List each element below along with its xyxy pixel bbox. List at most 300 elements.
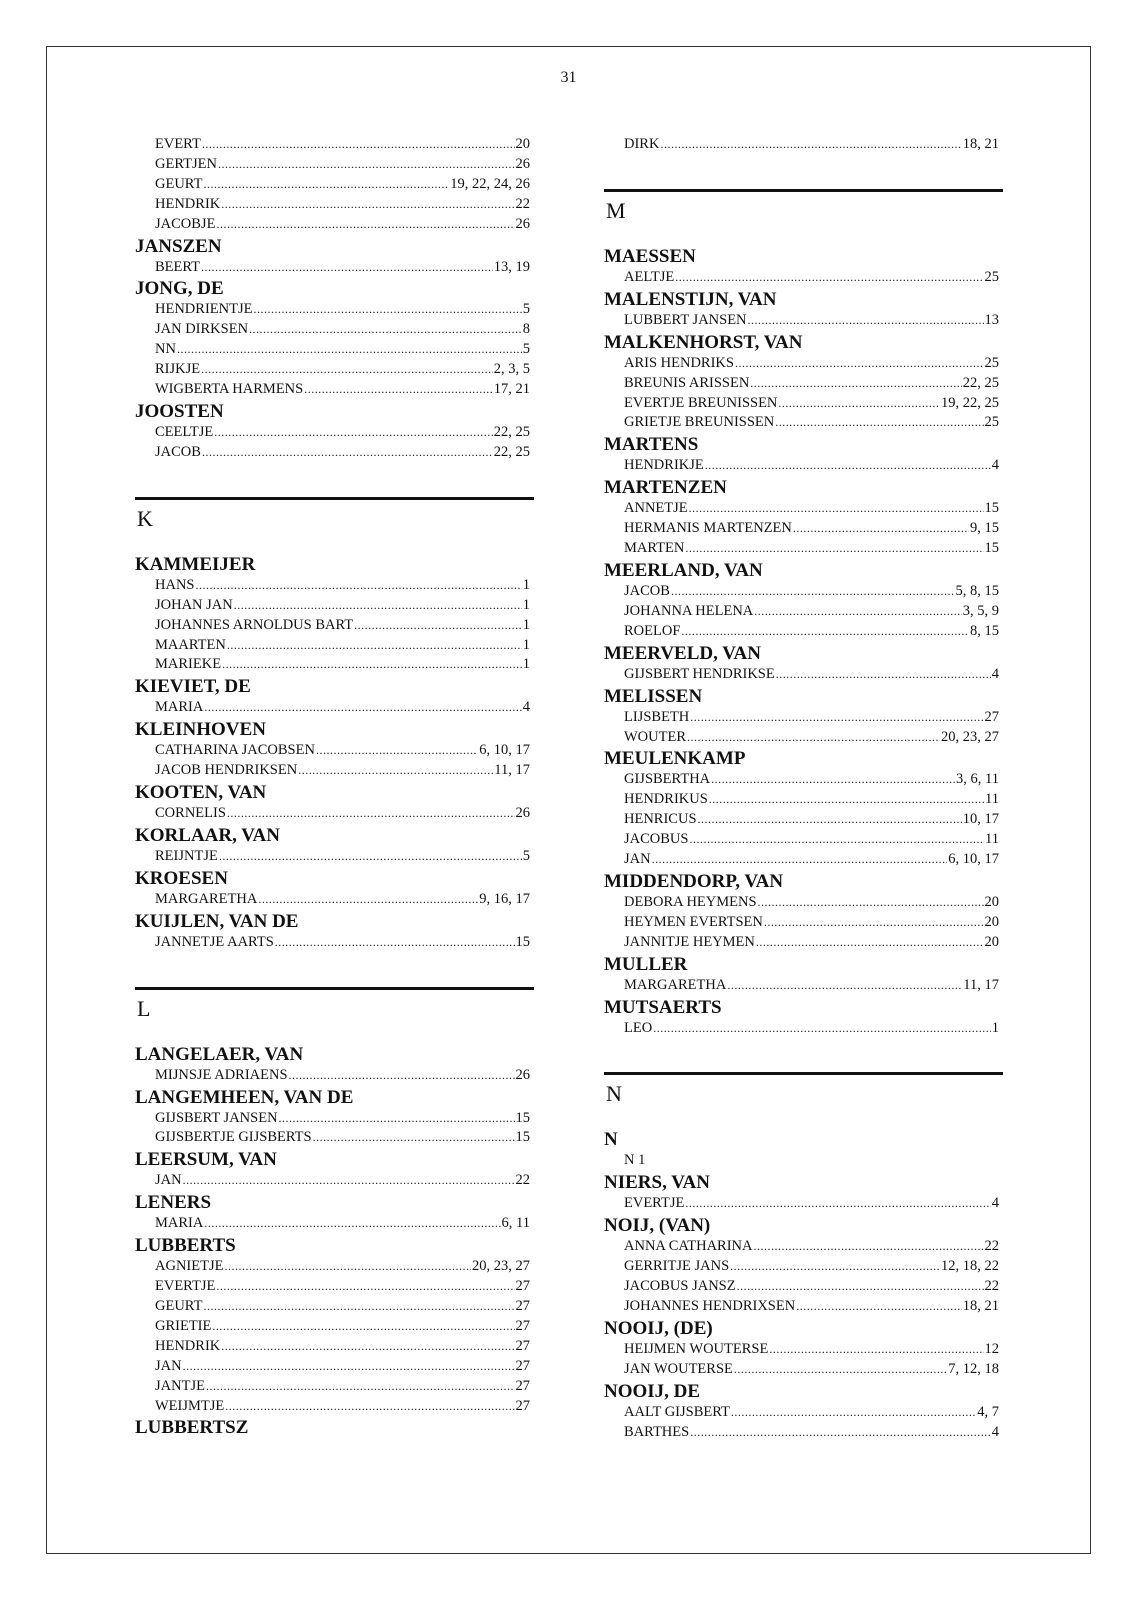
- dot-leader: [201, 362, 493, 376]
- entry-name: JOHANNA HELENA: [624, 602, 754, 619]
- entry-name: GEURT: [155, 1298, 203, 1314]
- surname-heading: JONG, DE: [135, 278, 224, 300]
- entry-pages: 27: [515, 1397, 530, 1414]
- entry-pages: 12: [984, 1340, 999, 1357]
- surname-heading: KORLAAR, VAN: [135, 824, 280, 846]
- dot-leader: [204, 1216, 500, 1230]
- index-entry: [624, 602, 999, 622]
- entry-name: LIJSBETH: [624, 708, 690, 725]
- surname-heading: MIDDENDORP, VAN: [604, 870, 784, 892]
- entry-name: AELTJE: [624, 268, 675, 285]
- dot-leader: [737, 1279, 984, 1293]
- dot-leader: [203, 1299, 514, 1313]
- dot-leader: [304, 382, 493, 396]
- entry-name: HEIJMEN WOUTERSE: [624, 1340, 769, 1357]
- entry-pages: 3, 5, 9: [962, 602, 999, 619]
- index-entry: [624, 622, 999, 642]
- entry-pages: 1: [991, 1019, 999, 1036]
- entry-name: NN: [155, 341, 176, 358]
- surname-heading: MUTSAERTS: [604, 996, 722, 1018]
- dot-leader: [214, 425, 492, 439]
- entry-pages: 5, 8, 15: [955, 582, 999, 599]
- index-entry: [155, 655, 530, 675]
- index-entry: [155, 135, 530, 155]
- entry-pages: 15: [515, 933, 530, 950]
- surname-heading: NOOIJ, (DE): [604, 1317, 713, 1339]
- dot-leader: [221, 197, 514, 211]
- index-entry: [624, 135, 999, 155]
- index-entry: [624, 1340, 999, 1360]
- letter-section: [135, 987, 534, 1022]
- entry-pages: 13, 19: [493, 258, 530, 275]
- entry-list: [604, 770, 1003, 870]
- entry-list: [135, 698, 534, 718]
- section-letter: N: [606, 1081, 622, 1107]
- dot-leader: [754, 604, 961, 618]
- entry-list: [604, 665, 1003, 685]
- entry-pages: 20: [984, 933, 999, 950]
- index-entry: [624, 1194, 999, 1214]
- entry-name: EVERTJE: [155, 1278, 216, 1295]
- entry-name: HERMANIS MARTENZEN: [624, 520, 792, 537]
- dot-leader: [690, 1425, 991, 1439]
- entry-name: AGNIETJE: [155, 1258, 224, 1275]
- entry-name: DIRK: [624, 136, 660, 152]
- entry-name: RIJKJE: [155, 361, 201, 378]
- index-entry: [155, 300, 530, 320]
- entry-pages: 22, 25: [493, 423, 530, 440]
- entry-name: MAARTEN: [155, 636, 226, 653]
- dot-leader: [216, 1279, 514, 1293]
- dot-leader: [685, 1196, 990, 1210]
- index-entry: [624, 582, 999, 602]
- index-entry: [155, 1214, 530, 1234]
- dot-leader: [234, 598, 522, 612]
- entry-pages: 5: [522, 341, 530, 358]
- entry-name: HENRICUS: [624, 811, 697, 828]
- entry-list: [135, 1171, 534, 1191]
- dot-leader: [727, 978, 962, 992]
- entry-pages: 1: [522, 576, 530, 593]
- index-entry: [624, 728, 999, 748]
- dot-leader: [748, 313, 984, 327]
- entry-list: [604, 1151, 1003, 1171]
- index-entry: [624, 1297, 999, 1317]
- dot-leader: [687, 730, 940, 744]
- entry-list: [604, 1237, 1003, 1317]
- entry-name: GRIETJE BREUNISSEN: [624, 414, 775, 431]
- dot-leader: [653, 1021, 991, 1035]
- entry-pages: 13: [984, 311, 999, 328]
- letter-section: [604, 1072, 1003, 1107]
- entry-pages: 4: [522, 699, 530, 716]
- entry-name: MARIA: [155, 699, 204, 716]
- index-entry: [155, 320, 530, 340]
- dot-leader: [775, 415, 983, 429]
- entry-list: [135, 576, 534, 676]
- entry-list: [135, 933, 534, 953]
- entry-name: MARIEKE: [155, 656, 222, 673]
- index-entry: [624, 1403, 999, 1423]
- index-entry: [624, 1277, 999, 1297]
- index-entry: [155, 155, 530, 175]
- entry-pages: 3, 6, 11: [956, 771, 999, 788]
- index-entry: [155, 761, 530, 781]
- entry-pages: 6, 11: [501, 1215, 530, 1232]
- entry-list: [604, 1403, 1003, 1443]
- page-number: 31: [560, 69, 577, 86]
- entry-name: LUBBERT JANSEN: [624, 311, 747, 328]
- index-entry: [624, 810, 999, 830]
- dot-leader: [730, 1259, 940, 1273]
- left-column: [135, 135, 534, 1439]
- dot-leader: [776, 667, 991, 681]
- entry-name: HENDRIK: [155, 195, 221, 212]
- dot-leader: [698, 812, 962, 826]
- entry-name: GIJSBERT HENDRIKSE: [624, 665, 775, 682]
- entry-list: [135, 135, 534, 235]
- entry-pages: 8, 15: [970, 622, 999, 639]
- entry-name: GRIETIE: [155, 1317, 212, 1334]
- dot-leader: [258, 892, 478, 906]
- entry-pages: 15: [984, 540, 999, 557]
- index-entry: [155, 1171, 530, 1191]
- entry-name: WIGBERTA HARMENS: [155, 381, 304, 398]
- surname-heading: N: [604, 1129, 618, 1151]
- surname-heading: MELISSEN: [604, 685, 703, 707]
- index-entry: [155, 698, 530, 718]
- dot-leader: [764, 915, 984, 929]
- dot-leader: [689, 832, 984, 846]
- index-entry: [155, 636, 530, 656]
- index-entry: [624, 499, 999, 519]
- surname-heading: LANGEMHEEN, VAN DE: [135, 1086, 354, 1108]
- entry-list: [135, 300, 534, 400]
- entry-pages: 4: [991, 1195, 999, 1212]
- entry-pages: 18, 21: [962, 136, 999, 152]
- entry-pages: 20: [984, 913, 999, 930]
- dot-leader: [754, 1239, 984, 1253]
- dot-leader: [227, 806, 515, 820]
- entry-list: [604, 1340, 1003, 1380]
- entry-name: GERTJEN: [155, 155, 217, 172]
- index-entry: [624, 374, 999, 394]
- index-entry: [155, 195, 530, 215]
- entry-name: EVERT: [155, 136, 201, 152]
- surname-heading: KAMMEIJER: [135, 553, 256, 575]
- entry-name: JAN: [155, 1357, 182, 1374]
- dot-leader: [681, 624, 969, 638]
- dot-leader: [652, 852, 948, 866]
- entry-list: [135, 423, 534, 463]
- dot-leader: [216, 217, 514, 231]
- entry-pages: 15: [984, 500, 999, 517]
- entry-pages: 1: [522, 636, 530, 653]
- entry-list: [604, 268, 1003, 288]
- entry-pages: 11, 17: [963, 976, 999, 993]
- index-entry: [624, 268, 999, 288]
- dot-leader: [660, 137, 961, 151]
- dot-leader: [796, 1299, 962, 1313]
- dot-leader: [202, 137, 515, 151]
- entry-name: JOHANNES HENDRIXSEN: [624, 1298, 796, 1314]
- entry-list: [604, 708, 1003, 748]
- dot-leader: [689, 501, 984, 515]
- entry-name: HEYMEN EVERTSEN: [624, 913, 763, 930]
- index-entry: [155, 1277, 530, 1297]
- dot-leader: [183, 1173, 515, 1187]
- index-entry: [155, 1317, 530, 1337]
- dot-leader: [202, 445, 493, 459]
- entry-name: GIJSBERT JANSEN: [155, 1109, 278, 1126]
- surname-heading: LENERS: [135, 1192, 212, 1214]
- entry-name: ANNETJE: [624, 500, 688, 517]
- dot-leader: [711, 772, 955, 786]
- entry-name: ANNA CATHARINA: [624, 1238, 753, 1255]
- dot-leader: [313, 1130, 515, 1144]
- dot-leader: [177, 342, 522, 356]
- entry-pages: 20, 23, 27: [941, 728, 999, 745]
- entry-list: [135, 1066, 534, 1086]
- entry-name: JAN DIRKSEN: [155, 321, 249, 338]
- surname-heading: MAESSEN: [604, 245, 696, 267]
- index-entry: [624, 790, 999, 810]
- index-entry: [624, 413, 999, 433]
- index-entry: [624, 311, 999, 331]
- entry-name: MARGARETHA: [155, 890, 258, 907]
- surname-heading: MARTENZEN: [604, 477, 727, 499]
- entry-pages: 12, 18, 22: [941, 1258, 999, 1275]
- index-entry: [155, 1297, 530, 1317]
- section-letter: L: [137, 995, 151, 1021]
- dot-leader: [671, 584, 955, 598]
- index-entry: [155, 804, 530, 824]
- index-entry: [155, 1128, 530, 1148]
- entry-pages: 27: [515, 1377, 530, 1394]
- index-entry: [155, 576, 530, 596]
- entry-pages: 20: [984, 893, 999, 910]
- entry-name: HENDRIK: [155, 1337, 221, 1354]
- index-entry: [155, 933, 530, 953]
- dot-leader: [212, 1319, 514, 1333]
- index-entry: [624, 665, 999, 685]
- dot-leader: [225, 1399, 514, 1413]
- dot-leader: [731, 1405, 976, 1419]
- surname-heading: MEERLAND, VAN: [604, 559, 763, 581]
- entry-name: BARTHES: [624, 1423, 690, 1440]
- entry-name: HENDRIENTJE: [155, 301, 253, 318]
- entry-name: EVERTJE BREUNISSEN: [624, 394, 778, 411]
- index-entry: [624, 1019, 999, 1039]
- index-entry: [624, 394, 999, 414]
- entry-list: [604, 135, 1003, 155]
- surname-heading: NOIJ, (VAN): [604, 1215, 711, 1237]
- entry-name: CORNELIS: [155, 805, 226, 822]
- index-entry: [624, 830, 999, 850]
- dot-leader: [690, 710, 983, 724]
- dot-leader: [685, 541, 983, 555]
- index-entry: [155, 1377, 530, 1397]
- entry-name: JAN: [155, 1172, 182, 1189]
- index-entry: [155, 175, 530, 195]
- entry-pages: 27: [515, 1298, 530, 1314]
- entry-pages: 26: [515, 805, 530, 822]
- dot-leader: [183, 1359, 515, 1373]
- entry-pages: 5: [522, 301, 530, 318]
- entry-pages: 6, 10, 17: [948, 851, 999, 868]
- index-entry: [155, 741, 530, 761]
- entry-name: GERRITJE JANS: [624, 1258, 730, 1275]
- entry-list: [604, 1019, 1003, 1039]
- entry-pages: 25: [984, 268, 999, 285]
- entry-pages: 22: [515, 195, 530, 212]
- index-entry: [624, 519, 999, 539]
- section-divider: [135, 497, 534, 500]
- entry-name: JACOB HENDRIKSEN: [155, 762, 298, 779]
- entry-list: [604, 354, 1003, 434]
- entry-name: ROELOF: [624, 622, 681, 639]
- index-entry: [155, 1397, 530, 1417]
- entry-name: REIJNTJE: [155, 847, 218, 864]
- entry-name: WOUTER: [624, 728, 687, 745]
- entry-name: DEBORA HEYMENS: [624, 893, 757, 910]
- letter-section: [604, 189, 1003, 224]
- dot-leader: [249, 322, 522, 336]
- entry-pages: 22, 25: [962, 374, 999, 391]
- dot-leader: [218, 157, 515, 171]
- surname-heading: MEULENKAMP: [604, 748, 746, 770]
- dot-leader: [206, 1379, 515, 1393]
- index-entry: [624, 976, 999, 996]
- entry-pages: 27: [515, 1357, 530, 1374]
- dot-leader: [735, 356, 984, 370]
- entry-name: AALT GIJSBERT: [624, 1403, 730, 1420]
- entry-list: [135, 1257, 534, 1416]
- entry-pages: 15: [515, 1109, 530, 1126]
- index-entry: [155, 1337, 530, 1357]
- entry-pages: 11, 17: [494, 762, 530, 779]
- entry-pages: 4: [991, 1423, 999, 1440]
- entry-pages: 9, 15: [970, 520, 999, 537]
- index-entry: [624, 1257, 999, 1277]
- surname-heading: KROESEN: [135, 867, 228, 889]
- letter-section: [135, 497, 534, 532]
- entry-name: MARTEN: [624, 540, 685, 557]
- entry-pages: 4: [991, 457, 999, 474]
- surname-heading: KIEVIET, DE: [135, 676, 251, 698]
- index-entry: [624, 770, 999, 790]
- entry-name: JAN WOUTERSE: [624, 1360, 733, 1377]
- index-entry: [624, 1151, 999, 1171]
- entry-name: MARGARETHA: [624, 976, 727, 993]
- dot-leader: [778, 396, 940, 410]
- index-entry: [155, 423, 530, 443]
- dot-leader: [224, 1259, 471, 1273]
- dot-leader: [769, 1342, 983, 1356]
- index-entry: [155, 1357, 530, 1377]
- dot-leader: [219, 849, 522, 863]
- surname-heading: MALENSTIJN, VAN: [604, 288, 777, 310]
- entry-pages: 27: [515, 1317, 530, 1334]
- entry-pages: 11: [985, 791, 999, 808]
- index-entry: [155, 890, 530, 910]
- index-entry: [155, 258, 530, 278]
- entry-name: JOHAN JAN: [155, 596, 233, 613]
- entry-pages: 11: [985, 831, 999, 848]
- entry-pages: 22: [984, 1238, 999, 1255]
- entry-name: JANNITJE HEYMEN: [624, 933, 755, 950]
- section-divider: [135, 987, 534, 990]
- entry-pages: 1: [522, 656, 530, 673]
- entry-pages: 27: [515, 1337, 530, 1354]
- entry-pages: 18, 21: [962, 1298, 999, 1314]
- dot-leader: [201, 260, 493, 274]
- dot-leader: [793, 521, 969, 535]
- entry-list: [135, 1214, 534, 1234]
- dot-leader: [275, 935, 515, 949]
- entry-name: HENDRIKJE: [624, 457, 704, 474]
- entry-text: N 1: [624, 1152, 646, 1169]
- entry-pages: 15: [515, 1129, 530, 1146]
- entry-pages: 19, 22, 24, 26: [450, 175, 530, 192]
- section-letter: M: [606, 197, 626, 223]
- entry-pages: 25: [984, 414, 999, 431]
- entry-pages: 26: [515, 155, 530, 172]
- dot-leader: [354, 618, 522, 632]
- entry-pages: 10, 17: [962, 811, 999, 828]
- surname-heading: NIERS, VAN: [604, 1172, 710, 1194]
- entry-pages: 9, 16, 17: [479, 890, 530, 907]
- entry-name: JACOBUS: [624, 831, 689, 848]
- entry-name: JACOB: [624, 582, 670, 599]
- index-entry: [155, 360, 530, 380]
- index-entry: [624, 1237, 999, 1257]
- index-entry: [624, 456, 999, 476]
- entry-list: [135, 804, 534, 824]
- entry-name: EVERTJE: [624, 1195, 685, 1212]
- entry-pages: 17, 21: [493, 381, 530, 398]
- entry-name: BEERT: [155, 258, 201, 275]
- surname-heading: LUBBERTSZ: [135, 1417, 249, 1439]
- entry-name: HENDRIKUS: [624, 791, 708, 808]
- entry-name: MARIA: [155, 1215, 204, 1232]
- entry-name: JAN: [624, 851, 651, 868]
- entry-list: [604, 976, 1003, 996]
- entry-pages: 22, 25: [493, 443, 530, 460]
- entry-name: HANS: [155, 576, 195, 593]
- entry-name: LEO: [624, 1019, 653, 1036]
- entry-name: MIJNSJE ADRIAENS: [155, 1066, 288, 1083]
- entry-name: JANTJE: [155, 1377, 205, 1394]
- index-entry: [624, 1423, 999, 1443]
- entry-list: [604, 582, 1003, 642]
- index-entry: [155, 1109, 530, 1129]
- index-entry: [155, 847, 530, 867]
- dot-leader: [758, 895, 984, 909]
- entry-list: [604, 499, 1003, 559]
- entry-pages: 20: [515, 136, 530, 152]
- index-entry: [155, 215, 530, 235]
- entry-list: [135, 847, 534, 867]
- entry-pages: 22: [515, 1172, 530, 1189]
- section-divider: [604, 1072, 1003, 1075]
- surname-heading: JANSZEN: [135, 235, 222, 257]
- index-entry: [624, 539, 999, 559]
- entry-pages: 6, 10, 17: [479, 742, 530, 759]
- index-entry: [624, 893, 999, 913]
- entry-name: GEURT: [155, 175, 203, 192]
- right-column: [604, 135, 1003, 1443]
